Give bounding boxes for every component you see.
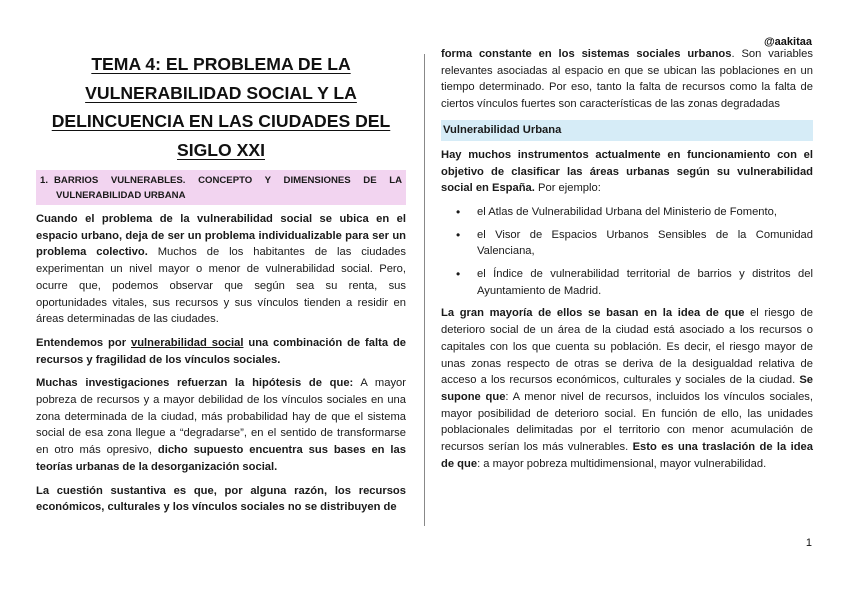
paragraph-4	[36, 483, 406, 516]
paragraph-7-text-1: el riesgo de deterioro social de un área de la ciudad está asociado a los recursos o capitales con los que cuenta su población. Es decir, el riesgo mayor de unas zonas respecto de otras se deriva de la desigualdad relativa de acceso a los recursos económicos, culturales y sociales de la ciudad.	[441, 307, 813, 387]
paragraph-7-bold-1: La gran mayoría de ellos se basan en la idea de que	[441, 307, 745, 320]
page-number: 1	[805, 537, 812, 549]
paragraph-4-bold: La cuestión sustantiva es que, por alguna razón, los recursos económicos, culturales y los vínculos sociales no se distribuyen de	[36, 484, 406, 514]
paragraph-1-bold: Cuando el problema de la vulnerabilidad social se ubica en el espacio urbano, deja de ser un problema individualizable para ser un problema colectivo.	[36, 213, 406, 259]
paragraph-1-text: Muchos de los habitantes de las ciudades experimentan un nivel mayor o menor de vulnerabilidad social. Pero, ocurre que, podemos observar que según sea su renta, sus oportunidades vitales, sus recursos y sus vínculos tienden a residir en áreas determinadas de las ciudades.	[36, 246, 406, 326]
paragraph-3	[36, 375, 406, 475]
paragraph-6	[441, 147, 813, 197]
paragraph-7	[441, 305, 813, 472]
column-divider	[424, 54, 425, 526]
list-item: • el Índice de vulnerabilidad territorial de barrios y distritos del Ayuntamiento de Madrid.	[441, 266, 813, 299]
paragraph-5-bold: forma constante en los sistemas sociales urbanos	[441, 48, 732, 60]
right-column	[441, 46, 813, 479]
paragraph-2-lead: Entendemos por	[36, 336, 131, 349]
paragraph-2-tail: una combinación de falta de recursos y fragilidad de los vínculos sociales.	[36, 336, 407, 366]
paragraph-5-text: . Son variables relevantes asociadas al espacio en que se ubican las poblaciones en un tiempo determinado. Por eso, tanto la falta de recursos como la falta de ciertos vínculos fuertes son características de las zonas degradadas	[441, 48, 813, 111]
paragraph-3-bold: Muchas investigaciones refuerzan la hipótesis de que:	[36, 377, 354, 390]
left-column	[36, 50, 406, 523]
list-item: • el Atlas de Vulnerabilidad Urbana del Ministerio de Fomento,	[441, 204, 813, 221]
instrument-list	[441, 204, 813, 300]
paragraph-7-bold-2: Se supone que	[441, 374, 813, 403]
paragraph-6-text: Por ejemplo:	[534, 182, 601, 195]
watermark: @aakitaa	[763, 36, 812, 48]
paragraph-3-bold-end: dicho supuesto encuentra sus bases en las teorías urbanas de la desorganización social.	[36, 444, 406, 473]
paragraph-6-bold: Hay muchos instrumentos actualmente en funcionamiento con el objetivo de clasificar las áreas urbanas según su vulnerabilidad social en España.	[441, 148, 813, 195]
page-title: TEMA 4: EL PROBLEMA DE LA VULNERABILIDAD SOCIAL Y LA DELINCUENCIA EN LAS CIUDADES DEL SIGLO XXI	[51, 54, 391, 160]
paragraph-5	[441, 46, 813, 113]
paragraph-2	[36, 335, 406, 368]
paragraph-2-term: vulnerabilidad social	[130, 336, 244, 349]
section-number: 1.	[40, 175, 49, 186]
section-title: BARRIOS VULNERABLES. CONCEPTO Y DIMENSIONES DE LA VULNERABILIDAD URBANA	[54, 175, 402, 201]
paragraph-7-text-2: : A menor nivel de recursos, incluidos los vínculos sociales, mayor posibilidad de deterioro social. En función de ello, las unidades poblacionales delimitadas por el territorio con menor acumulación de recursos serían los más vulnerables.	[441, 390, 813, 454]
paragraph-7-bold-3: Esto es una traslación de la idea de que	[441, 441, 813, 470]
subheading-vulnerabilidad-urbana: Vulnerabilidad Urbana	[441, 120, 813, 141]
list-item: • el Visor de Espacios Urbanos Sensibles de la Comunidad Valenciana,	[441, 227, 813, 260]
paragraph-1	[36, 211, 406, 328]
paragraph-3-text: A mayor pobreza de recursos y a mayor debilidad de los vínculos sociales en una zona determinada de la ciudad, más probabilidad hay de que el sistema social de esa zona llegue a “degradarse”, en el sentido de transformarse en otro más opresivo,	[36, 377, 406, 457]
paragraph-7-text-3: : a mayor pobreza multidimensional, mayor vulnerabilidad.	[477, 457, 767, 470]
section-heading	[36, 170, 406, 205]
